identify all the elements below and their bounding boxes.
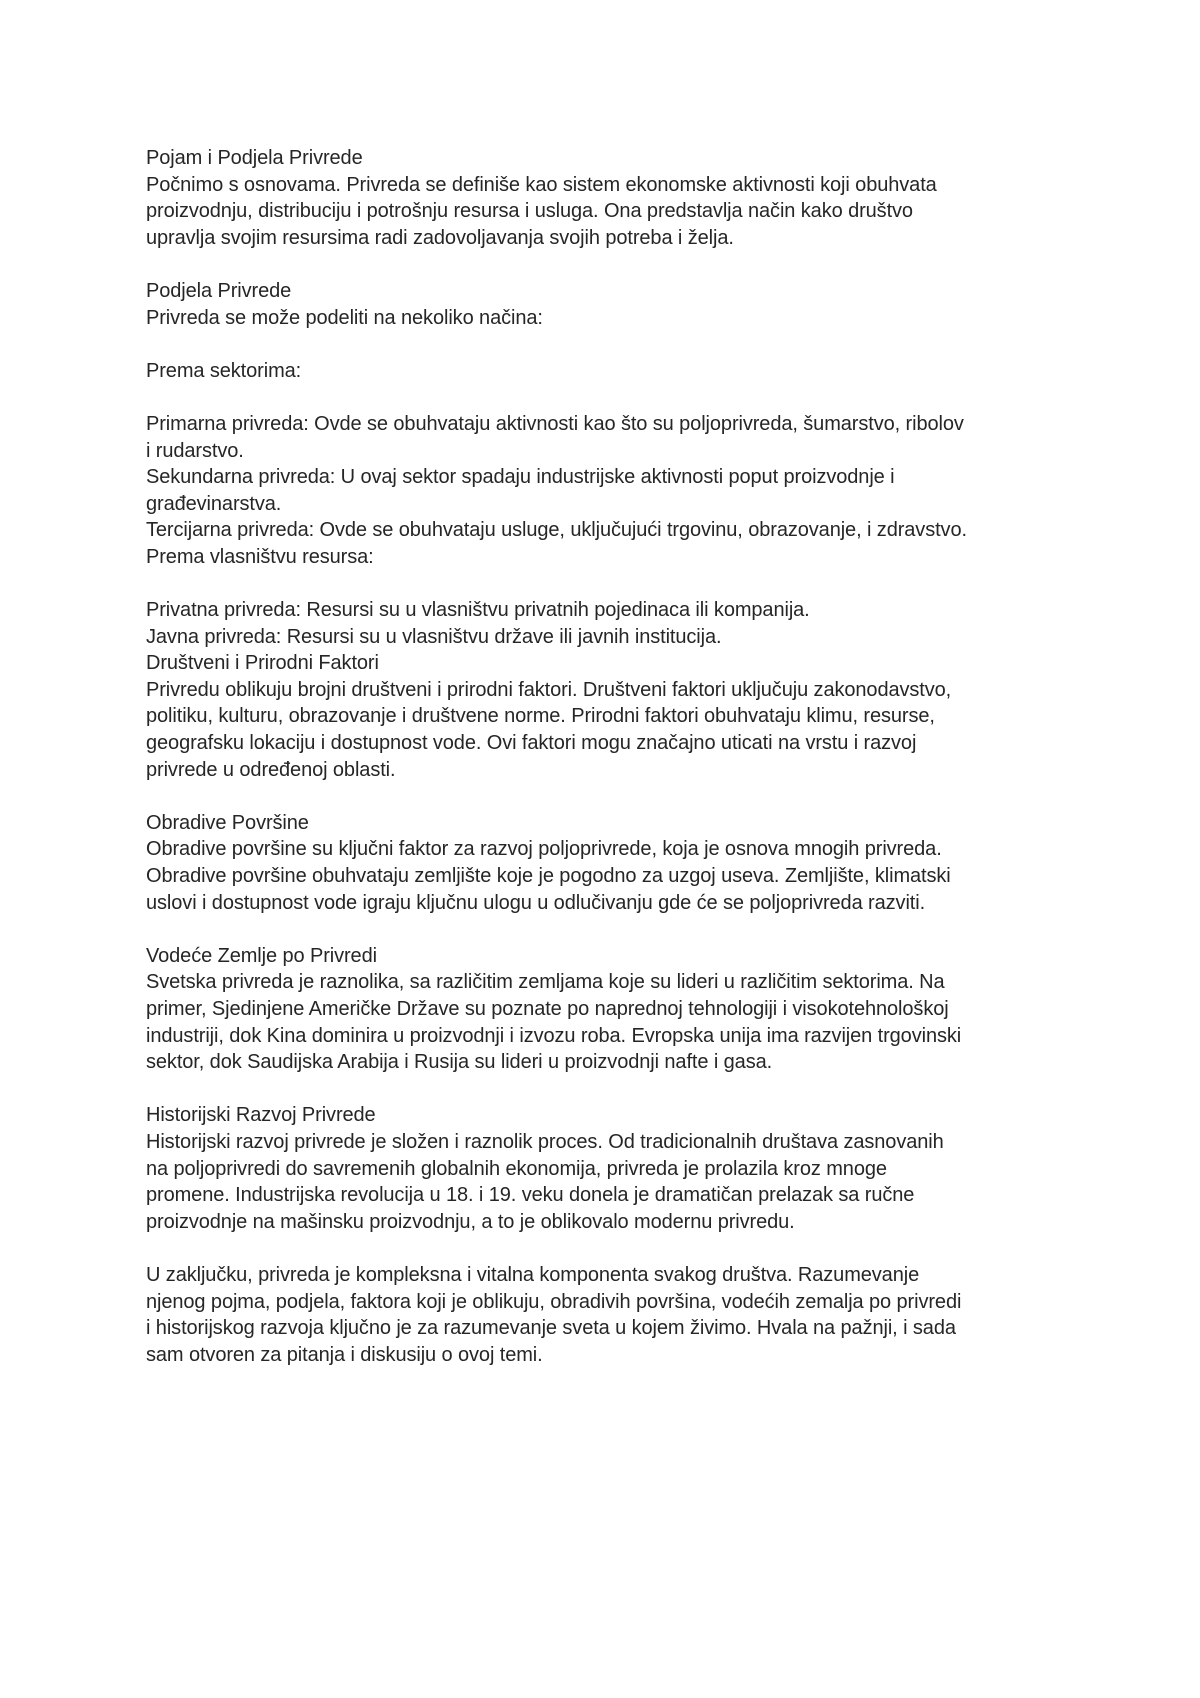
text-line: proizvodnju, distribuciju i potrošnju resursa i usluga. Ona predstavlja način kako društvo bbox=[146, 200, 913, 223]
text-line: Podjela Privrede bbox=[146, 279, 292, 302]
text-line: na poljoprivredi do savremenih globalnih ekonomija, privreda je prolazila kroz mnoge bbox=[146, 1157, 887, 1180]
text-line: Svetska privreda je raznolika, sa različitim zemljama koje su lideri u različitim sektorima. Na bbox=[146, 971, 945, 994]
text-block bbox=[146, 145, 1066, 251]
text-line: Društveni i Prirodni Faktori bbox=[146, 652, 379, 675]
text-line: Počnimo s osnovama. Privreda se definiše kao sistem ekonomske aktivnosti koji obuhvata bbox=[146, 173, 937, 196]
paragraph-gap bbox=[146, 251, 1066, 278]
text-line: primer, Sjedinjene Američke Države su poznate po naprednoj tehnologiji i visokotehnološkoj bbox=[146, 998, 949, 1020]
text-line: Primarna privreda: Ovde se obuhvataju aktivnosti kao što su poljoprivreda, šumarstvo, ribolov bbox=[146, 412, 964, 435]
text-line: Historijski Razvoj Privrede bbox=[146, 1104, 376, 1127]
text-line: U zaključku, privreda je kompleksna i vitalna komponenta svakog društva. Razumevanje bbox=[146, 1263, 920, 1286]
text-line: i rudarstvo. bbox=[146, 439, 244, 462]
paragraph-gap bbox=[146, 1235, 1066, 1262]
text-line: uslovi i dostupnost vode igraju ključnu ulogu u odlučivanju gde će se poljoprivreda razviti. bbox=[146, 891, 926, 914]
paragraph-gap bbox=[146, 783, 1066, 810]
text-line: geografsku lokaciju i dostupnost vode. Ovi faktori mogu značajno uticati na vrstu i razvoj bbox=[146, 732, 917, 755]
document-body bbox=[146, 145, 1066, 1368]
text-line: promene. Industrijska revolucija u 18. i 19. veku donela je dramatičan prelazak sa ručne bbox=[146, 1184, 915, 1207]
text-line: Prema vlasništvu resursa: bbox=[146, 545, 374, 568]
text-block bbox=[146, 597, 1066, 783]
text-block bbox=[146, 1262, 1066, 1368]
text-line: građevinarstva. bbox=[146, 492, 282, 515]
text-block bbox=[146, 1102, 1066, 1235]
text-line: Obradive Površine bbox=[146, 811, 309, 834]
text-line: njenog pojma, podjela, faktora koji je oblikuju, obradivih površina, vodećih zemalja po privredi bbox=[146, 1290, 962, 1313]
text-line: politiku, kulturu, obrazovanje i društvene norme. Prirodni faktori obuhvataju klimu, resurse, bbox=[146, 705, 935, 728]
text-block bbox=[146, 810, 1066, 916]
text-line: Obradive površine obuhvataju zemljište koje je pogodno za uzgoj useva. Zemljište, klimatski bbox=[146, 865, 951, 888]
text-line: sektor, dok Saudijska Arabija i Rusija su lideri u proizvodnji nafte i gasa. bbox=[146, 1051, 773, 1074]
paragraph-gap bbox=[146, 1076, 1066, 1103]
text-line: Obradive površine su ključni faktor za razvoj poljoprivrede, koja je osnova mnogih privreda. bbox=[146, 838, 942, 861]
text-block bbox=[146, 358, 1066, 385]
text-line: Vodeće Zemlje po Privredi bbox=[146, 944, 377, 967]
text-line: upravlja svojim resursima radi zadovoljavanja svojih potreba i želja. bbox=[146, 226, 734, 249]
text-line: sam otvoren za pitanja i diskusiju o ovoj temi. bbox=[146, 1343, 543, 1366]
text-block bbox=[146, 411, 1066, 571]
text-line: privrede u određenoj oblasti. bbox=[146, 758, 396, 781]
paragraph-gap bbox=[146, 571, 1066, 598]
text-line: Privreda se može podeliti na nekoliko načina: bbox=[146, 306, 543, 329]
text-line: Privatna privreda: Resursi su u vlasništvu privatnih pojedinaca ili kompanija. bbox=[146, 599, 810, 622]
paragraph-gap bbox=[146, 331, 1066, 358]
paragraph-gap bbox=[146, 384, 1066, 411]
text-line: i historijskog razvoja ključno je za razumevanje sveta u kojem živimo. Hvala na pažnji, i sada bbox=[146, 1317, 956, 1340]
text-line: proizvodnje na mašinsku proizvodnju, a to je oblikovalo modernu privredu. bbox=[146, 1210, 795, 1233]
text-block bbox=[146, 943, 1066, 1076]
text-line: industriji, dok Kina dominira u proizvodnji i izvozu roba. Evropska unija ima razvijen trgovinski bbox=[146, 1024, 962, 1047]
text-line: Historijski razvoj privrede je složen i raznolik proces. Od tradicionalnih društava zasnovanih bbox=[146, 1130, 944, 1153]
text-line: Privredu oblikuju brojni društveni i prirodni faktori. Društveni faktori uključuju zakonodavstvo, bbox=[146, 678, 952, 701]
paragraph-gap bbox=[146, 916, 1066, 943]
text-line: Prema sektorima: bbox=[146, 359, 302, 382]
text-block bbox=[146, 278, 1066, 331]
text-line: Javna privreda: Resursi su u vlasništvu države ili javnih institucija. bbox=[146, 625, 722, 648]
text-line: Sekundarna privreda: U ovaj sektor spadaju industrijske aktivnosti poput proizvodnje i bbox=[146, 466, 895, 489]
text-line: Tercijarna privreda: Ovde se obuhvataju usluge, uključujući trgovinu, obrazovanje, i zdravstvo. bbox=[146, 519, 967, 542]
text-line: Pojam i Podjela Privrede bbox=[146, 147, 363, 169]
